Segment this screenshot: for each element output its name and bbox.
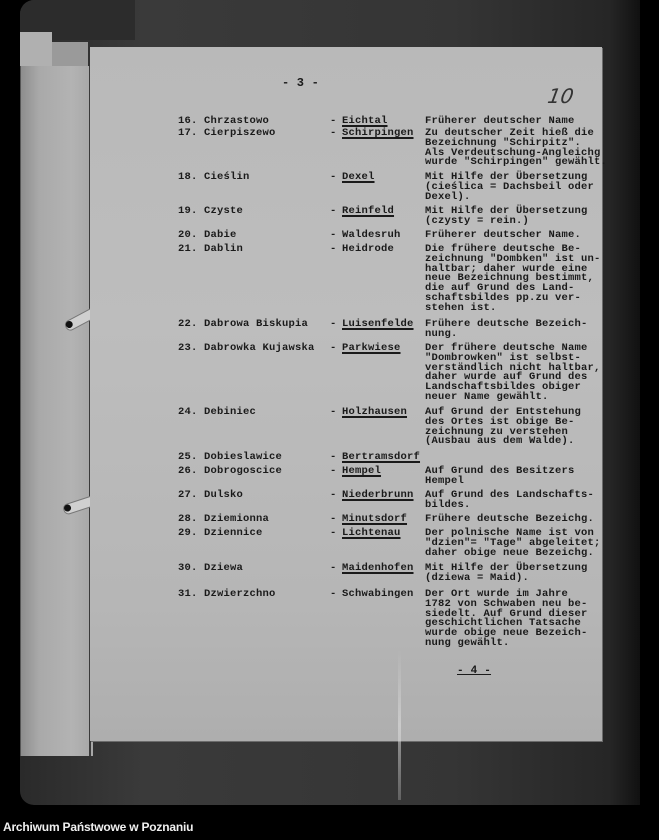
- explanation-line: Auf Grund des Besitzers: [425, 465, 575, 477]
- entry-number: 25.: [178, 451, 198, 463]
- entry-number: 26.: [178, 465, 198, 477]
- german-name: Bertramsdorf: [342, 451, 421, 463]
- explanation-line: "Dombrowken" ist selbst-: [425, 351, 582, 364]
- explanation-line: schaftsbildes pp.zu ver-: [425, 291, 582, 304]
- entry-number: 23.: [178, 342, 198, 354]
- explanation: [425, 173, 594, 202]
- explanation: [425, 245, 601, 314]
- explanation-line: siedelt. Auf Grund dieser: [425, 607, 588, 620]
- place-name: Dabrowka Kujawska: [204, 342, 315, 354]
- explanation-line: (dziewa = Maid).: [425, 571, 530, 584]
- dash-separator: -: [330, 513, 337, 525]
- explanation-line: wurde "Schirpingen" gewählt.: [425, 156, 608, 169]
- explanation-line: (cieślica = Dachsbeil oder: [425, 180, 595, 193]
- german-name: Hempel: [342, 465, 382, 477]
- german-name: Lichtenau: [342, 527, 401, 539]
- polish-place-name: [178, 344, 315, 354]
- explanation-line: Dexel).: [425, 190, 471, 203]
- explanation-line: nung gewählt.: [425, 636, 510, 649]
- dash-separator: -: [330, 451, 337, 463]
- explanation: [425, 590, 588, 649]
- explanation: [425, 515, 594, 525]
- dash-separator: -: [330, 562, 337, 574]
- german-name: Heidrode: [342, 243, 395, 255]
- explanation-line: Frühere deutsche Bezeichg.: [425, 513, 595, 525]
- explanation-line: Als Verdeutschung-Angleichg: [425, 146, 601, 159]
- dash-separator: -: [330, 406, 337, 418]
- entry-number: 18.: [178, 171, 198, 183]
- explanation: [425, 320, 588, 340]
- place-name: Dziennice: [204, 527, 263, 539]
- dash-separator: -: [330, 205, 337, 217]
- explanation: [425, 491, 594, 511]
- explanation: [425, 408, 581, 447]
- explanation-line: Mit Hilfe der Übersetzung: [425, 171, 588, 183]
- entry-number: 16.: [178, 115, 198, 127]
- explanation-line: zeichnung "Dombken" ist un-: [425, 252, 601, 265]
- explanation-line: daher obige neue Bezeichg.: [425, 546, 595, 559]
- polish-place-name: [178, 564, 243, 574]
- explanation-line: Auf Grund der Entstehung: [425, 406, 582, 418]
- explanation-line: bildes.: [425, 498, 471, 511]
- german-name: Niederbrunn: [342, 489, 414, 501]
- polish-place-name: [178, 529, 263, 539]
- place-name: Dablin: [204, 243, 244, 255]
- place-name: Debiniec: [204, 406, 257, 418]
- entry-number: 22.: [178, 318, 198, 330]
- explanation-line: Mit Hilfe der Übersetzung: [425, 562, 588, 574]
- place-name: Chrzastowo: [204, 115, 270, 127]
- place-name: Dulsko: [204, 489, 244, 501]
- film-scratch: [398, 650, 401, 800]
- place-name: Dziewa: [204, 562, 244, 574]
- german-name: Reinfeld: [342, 205, 395, 217]
- polish-place-name: [178, 117, 269, 127]
- explanation: [425, 529, 601, 558]
- page-number-bottom: - 4 -: [457, 665, 492, 677]
- dash-separator: -: [330, 489, 337, 501]
- bound-page-stack: [20, 66, 93, 756]
- german-name: Luisenfelde: [342, 318, 414, 330]
- german-name: Parkwiese: [342, 342, 401, 354]
- dash-separator: -: [330, 171, 337, 183]
- explanation-line: Die frühere deutsche Be-: [425, 243, 582, 255]
- explanation-line: stehen ist.: [425, 301, 497, 314]
- place-name: Dabie: [204, 229, 237, 241]
- entry-number: 24.: [178, 406, 198, 418]
- place-name: Dobieslawice: [204, 451, 283, 463]
- entry-number: 30.: [178, 562, 198, 574]
- dash-separator: -: [330, 342, 337, 354]
- explanation-line: des Ortes ist obige Be-: [425, 415, 575, 428]
- explanation-line: Der polnische Name ist von: [425, 527, 595, 539]
- explanation: [425, 564, 588, 584]
- entry-number: 31.: [178, 588, 198, 600]
- german-name: Maidenhofen: [342, 562, 414, 574]
- explanation-line: Auf Grund des Landschafts-: [425, 489, 595, 501]
- entry-number: 20.: [178, 229, 198, 241]
- explanation-line: geschichtlichen Tatsache: [425, 617, 582, 630]
- polish-place-name: [178, 207, 243, 217]
- german-name: Waldesruh: [342, 229, 401, 241]
- place-name: Dobrogoscice: [204, 465, 283, 477]
- dash-separator: -: [330, 243, 337, 255]
- polish-place-name: [178, 467, 282, 477]
- entry-number: 27.: [178, 489, 198, 501]
- entry-number: 29.: [178, 527, 198, 539]
- dash-separator: -: [330, 588, 337, 600]
- place-name: Cierpiszewo: [204, 127, 276, 139]
- explanation-line: Mit Hilfe der Übersetzung: [425, 205, 588, 217]
- german-name: Dexel: [342, 171, 375, 183]
- dash-separator: -: [330, 465, 337, 477]
- place-name: Czyste: [204, 205, 244, 217]
- german-name: Eichtal: [342, 115, 388, 127]
- explanation-line: Der frühere deutsche Name: [425, 342, 588, 354]
- explanation-line: "dzien"= "Tage" abgeleitet;: [425, 536, 601, 549]
- explanation-line: wurde obige neue Bezeich-: [425, 627, 588, 640]
- dash-separator: -: [330, 115, 337, 127]
- german-name: Minutsdorf: [342, 513, 408, 525]
- explanation-line: Hempel: [425, 474, 465, 487]
- polish-place-name: [178, 245, 243, 255]
- dash-separator: -: [330, 229, 337, 241]
- dash-separator: -: [330, 527, 337, 539]
- polish-place-name: [178, 590, 276, 600]
- page-number-top: - 3 -: [282, 76, 320, 90]
- explanation-line: (Ausbau aus dem Walde).: [425, 435, 575, 448]
- polish-place-name: [178, 491, 243, 501]
- explanation-line: Zu deutscher Zeit hieß die: [425, 127, 595, 139]
- place-name: Dzwierzchno: [204, 588, 276, 600]
- place-name: Cieślin: [204, 171, 250, 183]
- page-stack-edge: [52, 42, 88, 68]
- entry-number: 17.: [178, 127, 198, 139]
- explanation-line: Früherer deutscher Name: [425, 115, 575, 127]
- german-name: Schwabingen: [342, 588, 414, 600]
- place-name: Dabrowa Biskupia: [204, 318, 309, 330]
- entry-number: 19.: [178, 205, 198, 217]
- place-name: Dziemionna: [204, 513, 270, 525]
- explanation-line: haltbar; daher wurde eine: [425, 262, 588, 275]
- polish-place-name: [178, 408, 256, 418]
- entry-number: 21.: [178, 243, 198, 255]
- dash-separator: -: [330, 318, 337, 330]
- explanation-line: Bezeichnung "Schirpitz".: [425, 136, 582, 149]
- explanation: [425, 117, 575, 127]
- explanation-line: die auf Grund des Land-: [425, 282, 575, 295]
- explanation-line: Früherer deutscher Name.: [425, 229, 582, 241]
- explanation: [425, 344, 601, 403]
- explanation-line: neuer Name gewählt.: [425, 390, 549, 403]
- german-name: Holzhausen: [342, 406, 408, 418]
- polish-place-name: [178, 320, 308, 330]
- explanation-line: Landschaftsbildes obiger: [425, 381, 582, 394]
- explanation: [425, 467, 575, 487]
- explanation-line: daher wurde auf Grund des: [425, 371, 588, 384]
- explanation-line: neue Bezeichnung bestimmt,: [425, 272, 595, 285]
- dash-separator: -: [330, 127, 337, 139]
- polish-place-name: [178, 129, 276, 139]
- folio-number-handwritten: 10: [545, 84, 576, 108]
- explanation-line: 1782 von Schwaben neu be-: [425, 597, 588, 610]
- entry-number: 28.: [178, 513, 198, 525]
- explanation-line: zeichnung zu verstehen: [425, 425, 569, 438]
- explanation-line: nung.: [425, 327, 458, 340]
- explanation: [425, 231, 581, 241]
- explanation: [425, 207, 588, 227]
- polish-place-name: [178, 453, 282, 463]
- polish-place-name: [178, 173, 250, 183]
- explanation: [425, 129, 607, 168]
- polish-place-name: [178, 515, 269, 525]
- explanation-line: (czysty = rein.): [425, 214, 530, 227]
- archive-watermark: Archiwum Państwowe w Poznaniu: [3, 820, 194, 834]
- explanation-line: Frühere deutsche Bezeich-: [425, 318, 588, 330]
- german-name: Schirpingen: [342, 127, 414, 139]
- polish-place-name: [178, 231, 237, 241]
- page-stack-edge: [20, 32, 52, 68]
- explanation-line: Der Ort wurde im Jahre: [425, 588, 569, 600]
- explanation-line: verständlich nicht haltbar,: [425, 361, 601, 374]
